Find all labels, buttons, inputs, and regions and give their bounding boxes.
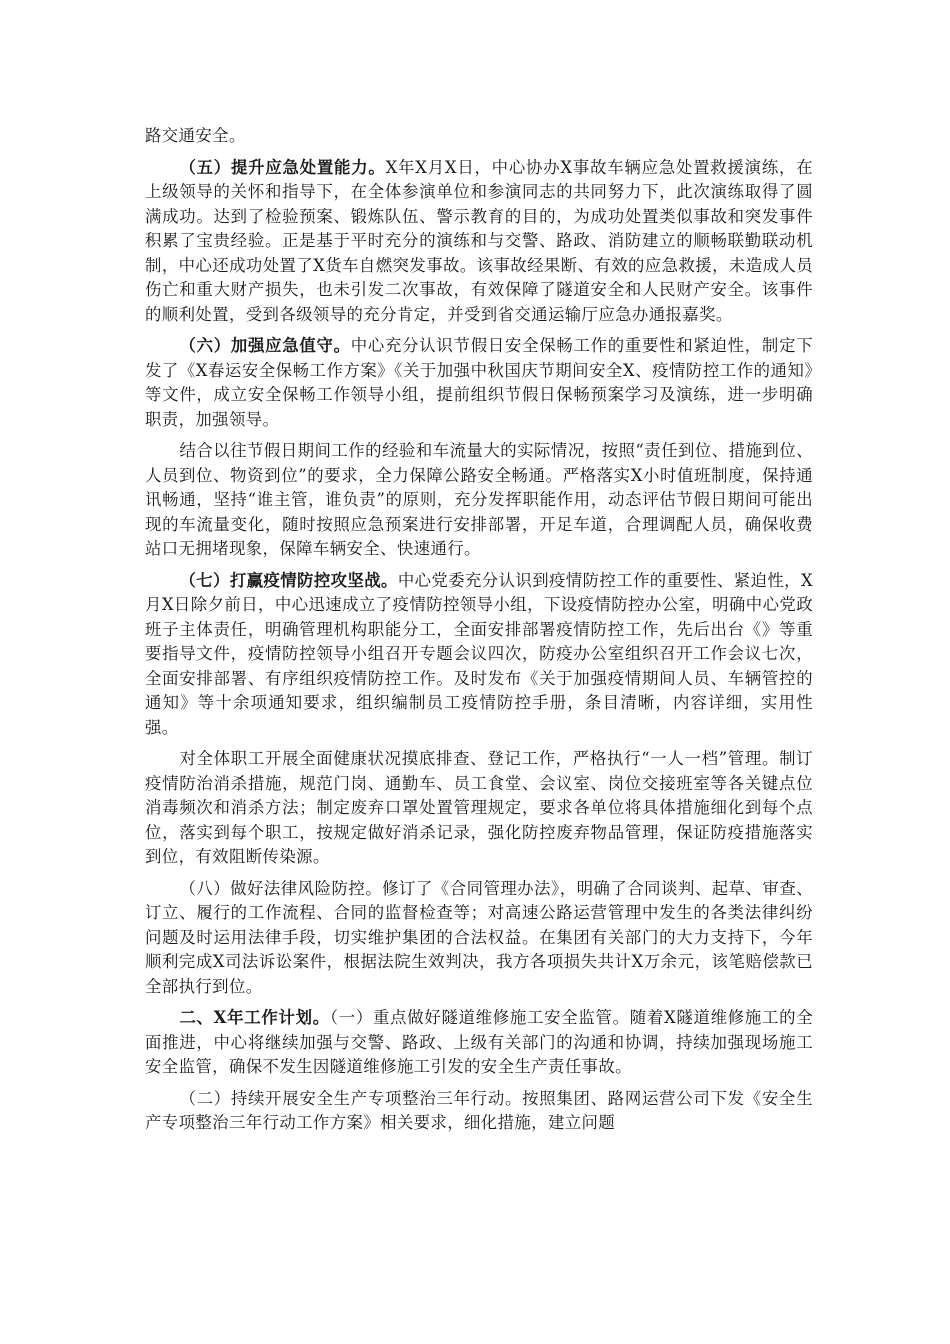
section-heading: 二、X年工作计划。 <box>179 1008 330 1027</box>
paragraph-work-plan <box>145 1006 813 1080</box>
paragraph-text: （一）重点做好隧道维修施工安全监管。随着X隧道维修施工的全面推进，中心将继续加强与交警、路政、上级有关部门的沟通和协调，持续加强现场施工安全监管，确保不发生因隧道维修施工引发的安全生产责任事故。 <box>145 1008 813 1076</box>
paragraph-epidemic-control <box>145 569 813 741</box>
paragraph-safety-campaign <box>145 1087 813 1136</box>
paragraph-text: 对全体职工开展全面健康状况摸底排查、登记工作，严格执行“一人一档”管理。制订疫情防治消杀措施，规范门岗、通勤车、员工食堂、会议室、岗位交接班室等各关键点位消毒频次和消杀方法；制定废弃口罩处置管理规定，要求各单位将具体措施细化到每个点位，落实到每个职工，按规定做好消杀记录，强化防控废弃物品管理，保证防疫措施落实到位，有效阻断传染源。 <box>145 749 813 866</box>
section-heading: （七）打赢疫情防控攻坚战。 <box>179 570 398 590</box>
paragraph-text: 路交通安全。 <box>145 126 246 145</box>
paragraph-text: X年X月X日，中心协办X事故车辆应急处置救援演练，在上级领导的关怀和指导下，在全体参演单位和参演同志的共同努力下，此次演练取得了圆满成功。达到了检验预案、锻炼队伍、警示教育的目的，为成功处置类似事故和突发事件积累了宝贵经验。正是基于平时充分的演练和与交警、路政、消防建立的顺畅联勤联动机制，中心还成功处置了X货车自燃突发事故。该事故经果断、有效的应急救援，未造成人员伤亡和重大财产损失，也未引发二次事故，有效保障了隧道安全和人民财产安全。该事件的顺利处置，受到各级领导的充分肯定，并受到省交通运输厅应急办通报嘉奖。 <box>145 157 813 324</box>
paragraph-holiday-traffic <box>145 439 813 562</box>
paragraph-text: 中心党委充分认识到疫情防控工作的重要性、紧迫性，X月X日除夕前日，中心迅速成立了疫情防控领导小组，下设疫情防控办公室，明确中心党政班子主体责任，明确管理机构职能分工，全面安排部署疫情防控工作，先后出台《》等重要指导文件，疫情防控领导小组召开专题会议四次，防疫办公室组织召开工作会议七次，全面安排部署、有序组织疫情防控工作。及时发布《关于加强疫情期间人员、车辆管控的通知》等十余项通知要求，组织编制员工疫情防控手册，条目清晰，内容详细，实用性强。 <box>145 570 814 737</box>
paragraph-text: （八）做好法律风险防控。修订了《合同管理办法》，明确了合同谈判、起草、审查、订立、履行的工作流程、合同的监督检查等；对高速公路运营管理中发生的各类法律纠纷问题及时运用法律手段，切实维护集团的合法权益。在集团有关部门的大力支持下，今年顺利完成X司法诉讼案件，根据法院生效判决，我方各项损失共计X万余元，该笔赔偿款已全部执行到位。 <box>145 878 813 996</box>
section-heading: （六）加强应急值守。 <box>179 336 351 355</box>
paragraph-continuation <box>145 124 813 149</box>
paragraph-text: 中心充分认识节假日安全保畅工作的重要性和紧迫性，制定下发了《X春运安全保畅工作方案》《关于加强中秋国庆节期间安全X、疫情防控工作的通知》等文件，成立安全保畅工作领导小组，提前组织节假日保畅预案学习及演练，进一步明确职责，加强领导。 <box>145 336 813 429</box>
paragraph-health-screening <box>145 747 813 870</box>
paragraph-emergency-duty <box>145 334 813 432</box>
document-body <box>145 124 813 1143</box>
section-heading: （五）提升应急处置能力。 <box>179 157 386 177</box>
paragraph-text: 结合以往节假日期间工作的经验和车流量大的实际情况，按照“责任到位、措施到位、人员到位、物资到位”的要求，全力保障公路安全畅通。严格落实X小时值班制度，保持通讯畅通，坚持“谁主管，谁负责”的原则，充分发挥职能作用，动态评估节假日期间可能出现的车流量变化，随时按照应急预案进行安排部署，开足车道，合理调配人员，确保收费站口无拥堵现象，保障车辆安全、快速通行。 <box>145 441 813 558</box>
paragraph-text: （二）持续开展安全生产专项整治三年行动。按照集团、路网运营公司下发《安全生产专项整治三年行动工作方案》相关要求，细化措施，建立问题 <box>145 1088 813 1132</box>
paragraph-legal-risk <box>145 877 813 1000</box>
paragraph-emergency-response <box>145 156 813 328</box>
